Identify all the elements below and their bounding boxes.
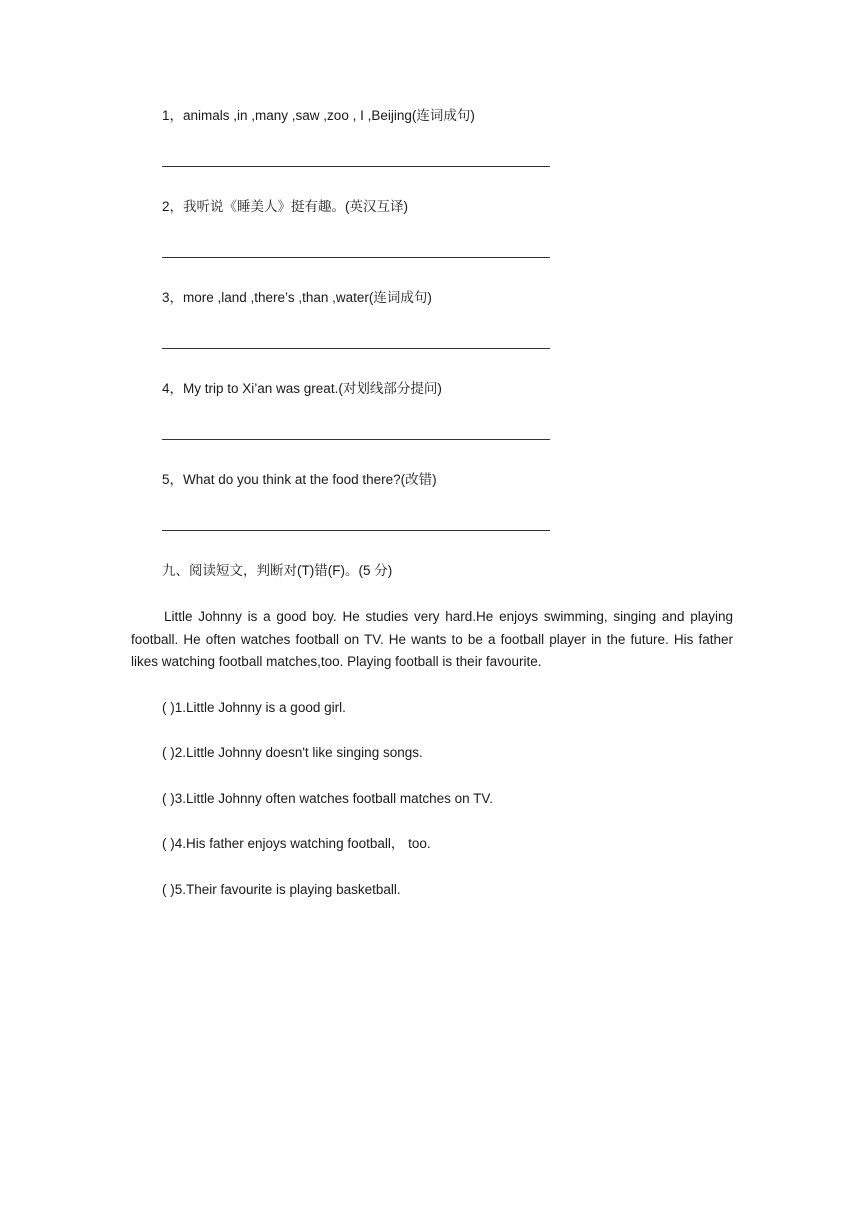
judgement-item-3: ( )3.Little Johnny often watches football matches on TV. xyxy=(162,791,493,806)
reading-passage: Little Johnny is a good boy. He studies very hard.He enjoys swimming, singing and playing football. He often watches football on TV. He wants to be a football player in the future. His father likes watching football matches,too. Playing football is their favourite. xyxy=(131,609,733,669)
question-3: 3，more ,land ,there’s ,than ,water(连词成句) xyxy=(162,290,432,305)
judgement-item-5: ( )5.Their favourite is playing basketball. xyxy=(162,882,401,897)
answer-line-4 xyxy=(162,439,550,440)
question-2: 2，我听说《睡美人》挺有趣。(英汉互译) xyxy=(162,199,408,214)
answer-line-2 xyxy=(162,257,550,258)
judgement-item-1: ( )1.Little Johnny is a good girl. xyxy=(162,700,346,715)
judgement-item-2: ( )2.Little Johnny doesn't like singing songs. xyxy=(162,745,423,760)
section-9-heading: 九、阅读短文，判断对(T)错(F)。(5 分) xyxy=(162,563,393,578)
answer-line-3 xyxy=(162,348,550,349)
question-4: 4，My trip to Xi’an was great.(对划线部分提问) xyxy=(162,381,442,396)
question-5: 5，What do you think at the food there?(改错) xyxy=(162,472,437,487)
answer-line-5 xyxy=(162,530,550,531)
judgement-item-4: ( )4.His father enjoys watching football， too. xyxy=(162,836,431,851)
answer-line-1 xyxy=(162,166,550,167)
question-1: 1，animals ,in ,many ,saw ,zoo , I ,Beijing(连词成句) xyxy=(162,108,475,123)
